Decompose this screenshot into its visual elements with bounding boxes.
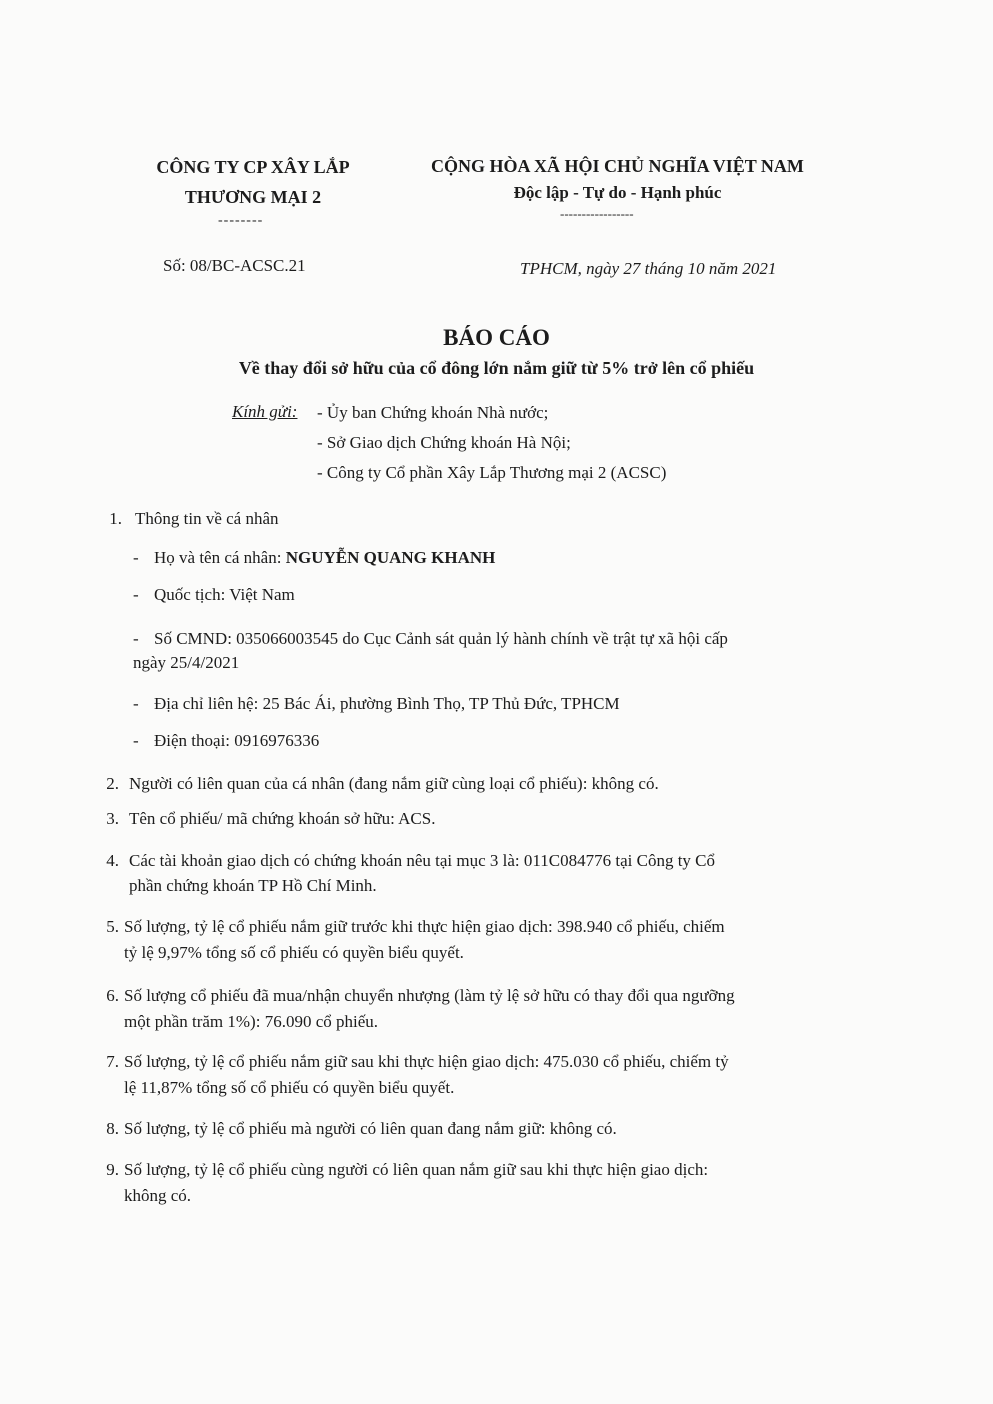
- section-number: 5.: [106, 917, 119, 936]
- motto-separator: -----------------: [560, 206, 634, 221]
- place-date: TPHCM, ngày 27 tháng 10 năm 2021: [520, 259, 777, 278]
- section-number: 4.: [106, 851, 119, 870]
- section-text: Số lượng, tỷ lệ cổ phiếu cùng người có liên quan nắm giữ sau khi thực hiện giao dịch:: [124, 1160, 709, 1179]
- section-number: 1.: [109, 509, 122, 528]
- bullet-dash: -: [133, 629, 139, 648]
- bullet-dash: -: [133, 731, 139, 750]
- recipient-item: - Công ty Cổ phần Xây Lắp Thương mại 2 (ACSC): [317, 463, 667, 482]
- section-number: 2.: [106, 774, 119, 793]
- id-card-item: Số CMND: 035066003545 do Cục Cảnh sát quản lý hành chính về trật tự xã hội cấp: [154, 629, 728, 648]
- nation-heading: CỘNG HÒA XÃ HỘI CHỦ NGHĨA VIỆT NAM: [431, 156, 804, 176]
- section-number: 3.: [106, 809, 119, 828]
- document-number: Số: 08/BC-ACSC.21: [163, 256, 306, 275]
- full-name-value: NGUYỄN QUANG KHANH: [285, 548, 496, 567]
- bullet-dash: -: [133, 585, 139, 604]
- section-text-line2: lệ 11,87% tổng số cổ phiếu có quyền biểu quyết.: [124, 1078, 455, 1097]
- recipient-item: - Ủy ban Chứng khoán Nhà nước;: [317, 403, 549, 422]
- phone-item: Điện thoại: 0916976336: [154, 731, 320, 750]
- section-number: 9.: [106, 1160, 119, 1179]
- section-text-line2: một phần trăm 1%): 76.090 cổ phiếu.: [124, 1012, 379, 1031]
- id-card-item-line2: ngày 25/4/2021: [133, 653, 240, 672]
- bullet-dash: -: [133, 548, 139, 567]
- section-text: Các tài khoản giao dịch có chứng khoán nêu tại mục 3 là: 011C084776 tại Công ty Cổ: [129, 851, 716, 870]
- company-name-line1: CÔNG TY CP XÂY LẮP: [156, 157, 350, 177]
- nationality-item: Quốc tịch: Việt Nam: [154, 585, 295, 604]
- full-name-label: Họ và tên cá nhân:: [154, 548, 286, 567]
- company-separator: --------: [218, 213, 264, 228]
- bullet-dash: -: [133, 694, 139, 713]
- section-text: Tên cổ phiếu/ mã chứng khoán sở hữu: ACS.: [129, 809, 436, 828]
- section-text: Số lượng, tỷ lệ cổ phiếu nắm giữ sau khi thực hiện giao dịch: 475.030 cổ phiếu, chiếm tỷ: [124, 1052, 729, 1071]
- section-number: 6.: [106, 986, 119, 1005]
- report-title: BÁO CÁO: [443, 325, 550, 350]
- section-text: Số lượng cổ phiếu đã mua/nhận chuyển nhượng (làm tỷ lệ sở hữu có thay đổi qua ngưỡng: [124, 986, 735, 1005]
- company-name-line2: THƯƠNG MẠI 2: [184, 187, 322, 207]
- section-text-line2: tỷ lệ 9,97% tổng số cổ phiếu có quyền biểu quyết.: [124, 943, 464, 962]
- section-text: Số lượng, tỷ lệ cổ phiếu mà người có liên quan đang nắm giữ: không có.: [124, 1119, 617, 1138]
- recipients-label: Kính gửi:: [232, 402, 298, 421]
- section-text-line2: không có.: [124, 1186, 192, 1205]
- report-subtitle: Về thay đổi sở hữu của cổ đông lớn nắm giữ từ 5% trở lên cổ phiếu: [238, 358, 755, 378]
- section-number: 7.: [106, 1052, 119, 1071]
- recipient-item: - Sở Giao dịch Chứng khoán Hà Nội;: [317, 433, 571, 452]
- nation-motto: Độc lập - Tự do - Hạnh phúc: [513, 183, 722, 202]
- section-text-line2: phần chứng khoán TP Hồ Chí Minh.: [129, 876, 377, 895]
- section-number: 8.: [106, 1119, 119, 1138]
- company-name: [128, 152, 378, 212]
- section-text: Người có liên quan của cá nhân (đang nắm giữ cùng loại cổ phiếu): không có.: [129, 774, 659, 793]
- section-title: Thông tin về cá nhân: [135, 509, 279, 528]
- full-name-item: [154, 546, 495, 570]
- address-item: Địa chỉ liên hệ: 25 Bác Ái, phường Bình Thọ, TP Thủ Đức, TPHCM: [154, 694, 620, 713]
- section-text: Số lượng, tỷ lệ cổ phiếu nắm giữ trước khi thực hiện giao dịch: 398.940 cổ phiếu, chiếm: [124, 917, 725, 936]
